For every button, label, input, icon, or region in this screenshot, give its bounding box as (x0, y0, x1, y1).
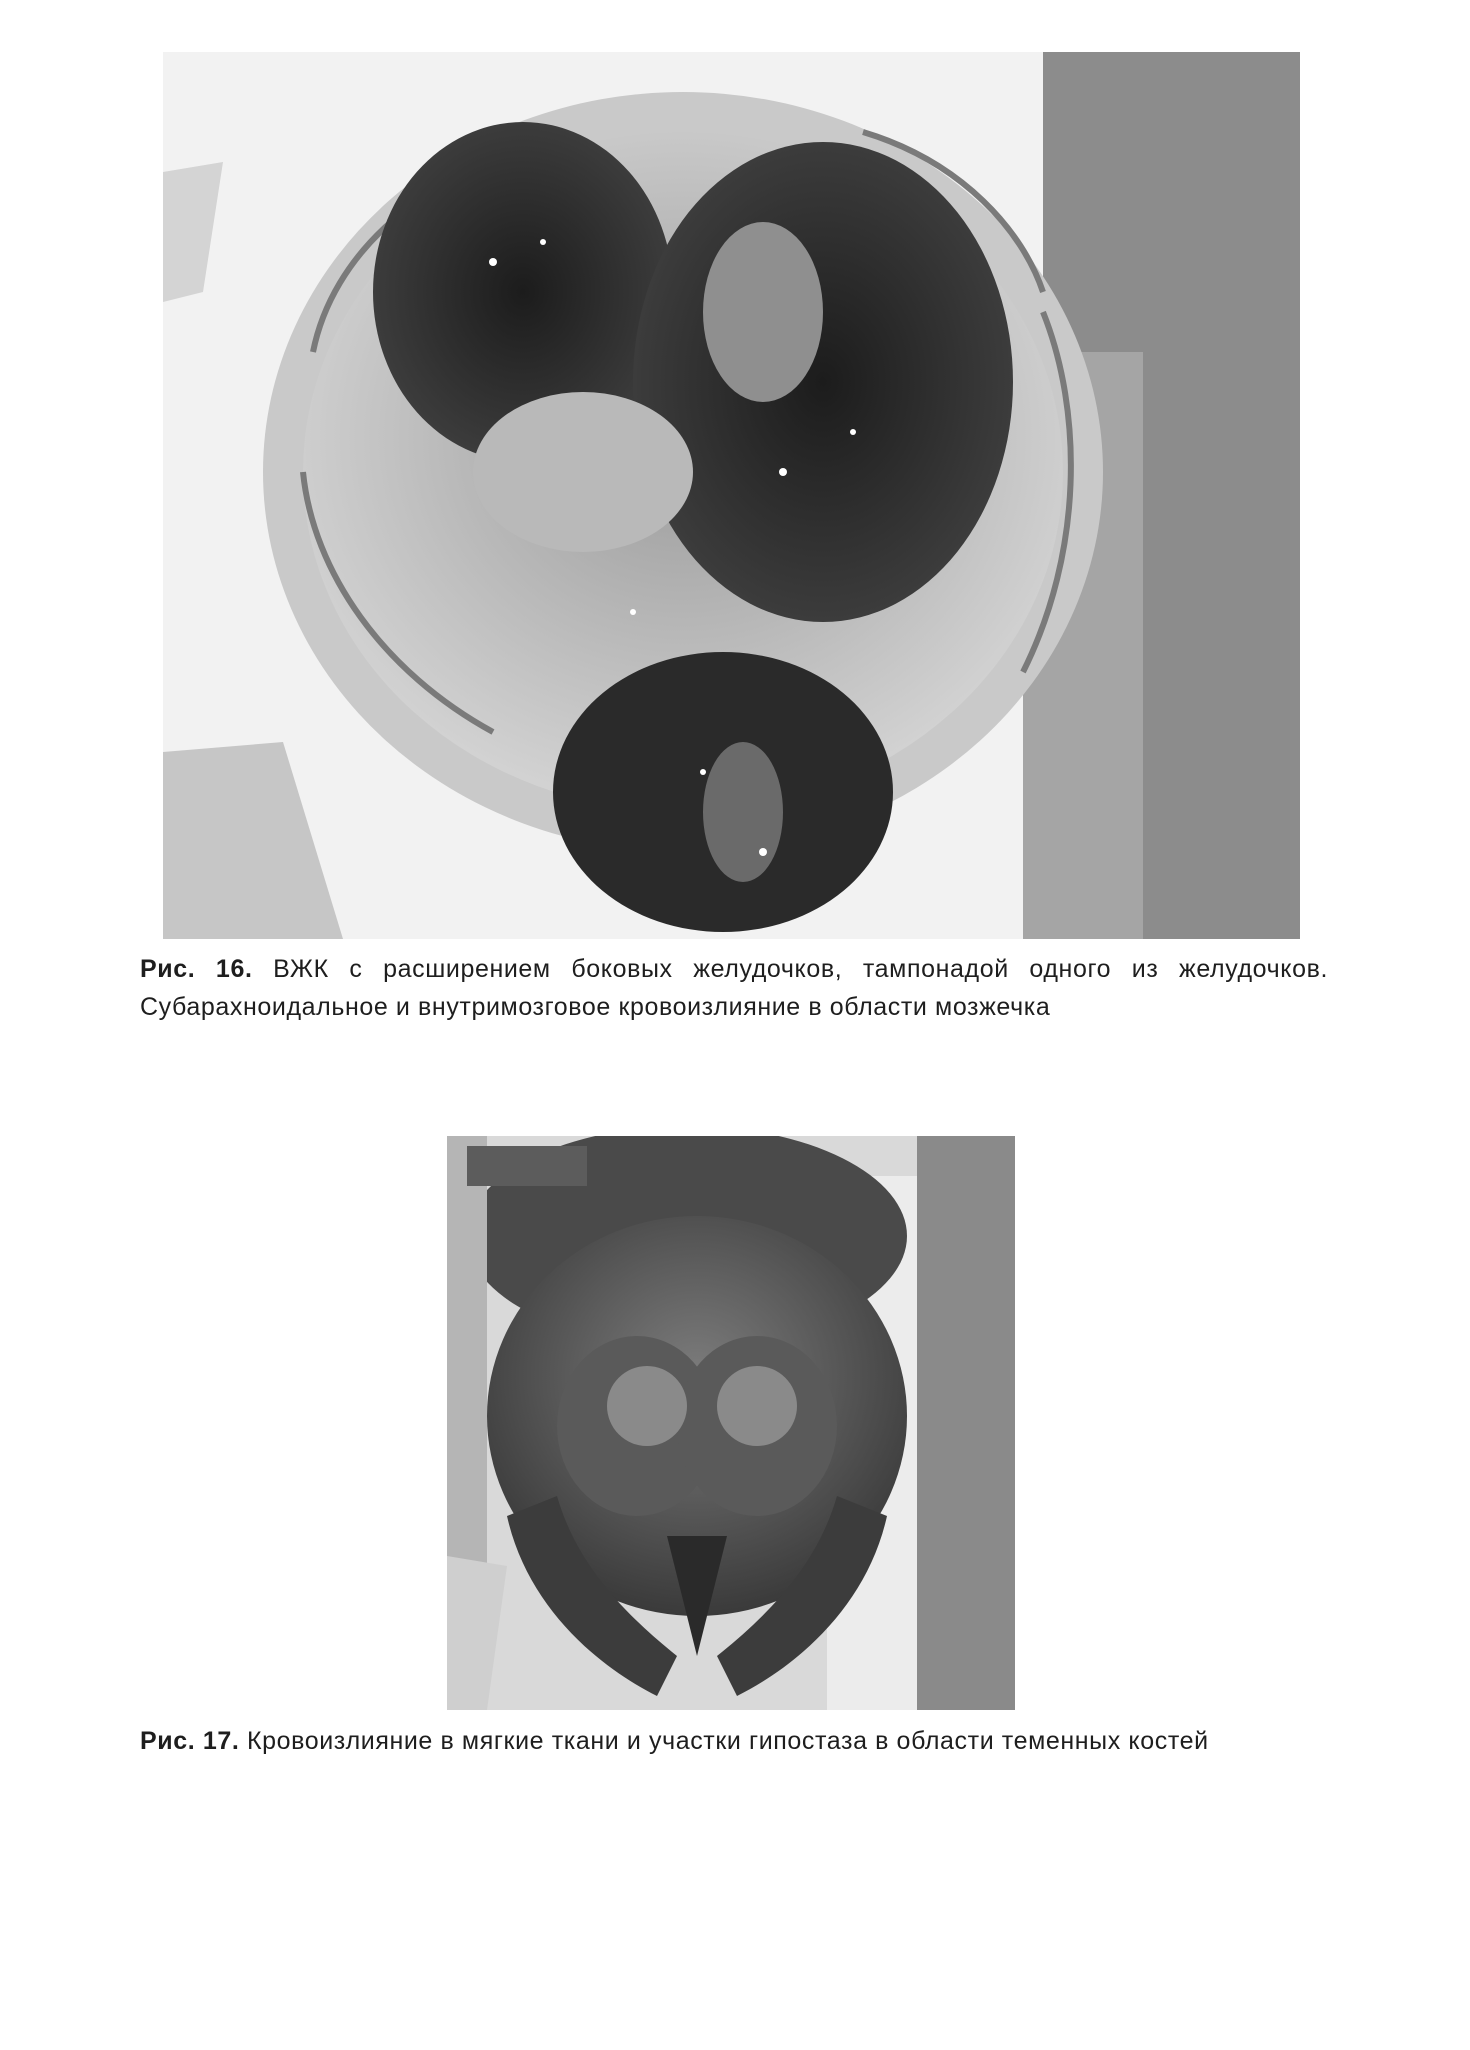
figure-17-caption-text: Кровоизлияние в мягкие ткани и участки гипостаза в области теменных костей (246, 1727, 1209, 1755)
figure-17-label: Рис. 17. (140, 1727, 240, 1755)
figure-17-caption (140, 1722, 1328, 1760)
figure-16-caption (140, 950, 1328, 1026)
figure-16-label: Рис. 16. (140, 955, 253, 983)
figure-16-photo (163, 52, 1300, 939)
brain-section-image (163, 52, 1300, 939)
figure-17-photo (447, 1136, 1015, 1710)
figure-16-caption-text: ВЖК с расширением боковых желудочков, тампонадой одного из желудочков. Субарахноидальное и внутримозговое кровоизлияние в области мозжечка (140, 955, 1329, 1021)
skull-soft-tissue-image (447, 1136, 1015, 1710)
